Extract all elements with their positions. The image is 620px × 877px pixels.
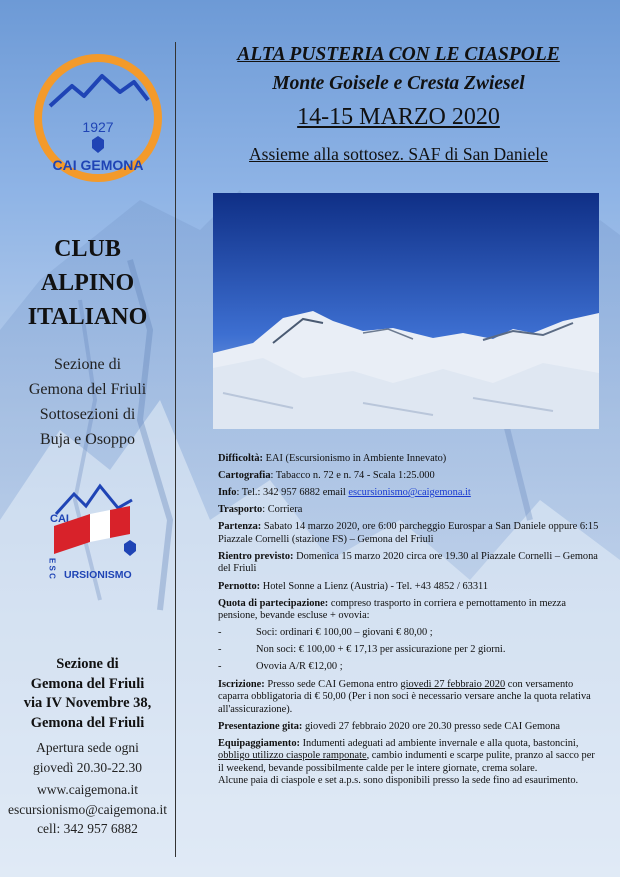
- info-email-link[interactable]: escursionismo@caigemona.it: [348, 487, 471, 499]
- difficolta-value: EAI (Escursionismo in Ambiente Innevato): [263, 453, 447, 464]
- website-link[interactable]: www.caigemona.it: [36, 782, 139, 797]
- rientro-value: Domenica 15 marzo 2020 circa ore 19.30 al Piazzale Cornelli – Gemona del Friuli: [218, 550, 598, 575]
- event-title: ALTA PUSTERIA CON LE CIASPOLE: [237, 44, 560, 65]
- trip-details: [218, 453, 603, 792]
- equipaggiamento-value-cont: , cambio indumenti e scarpe pulite, pranzo al sacco per il weekend, bevande possibilmente calde per le intere giornate, crema solare.: [218, 750, 595, 774]
- esc-logo-word: URSIONISMO: [64, 569, 132, 580]
- cell-number: cell: 342 957 6882: [37, 821, 138, 836]
- cartografia-value: : Tabacco n. 72 e n. 74 - Scala 1:25.000: [270, 470, 435, 482]
- opening-line: Apertura sede ogni: [36, 740, 139, 755]
- iscrizione-value-cont: con versamento caparra obbligatoria di € 50,00 (Per i non soci è necessario versare anche la quota relativa all'assicurazione).: [218, 678, 591, 715]
- cai-shield-icon: [92, 136, 104, 153]
- quota-dash: -: [218, 661, 222, 673]
- club-sub-line: Gemona del Friuli: [28, 381, 147, 398]
- email-link[interactable]: escursionismo@caigemona.it: [7, 801, 168, 817]
- quota-item: [218, 644, 603, 657]
- club-subtitle: [0, 352, 175, 452]
- pernotto-row: [218, 581, 603, 594]
- logo-year: 1927: [82, 119, 114, 135]
- quota-item-text: Soci: ordinari € 100,00 – giovani € 80,00 ;: [256, 627, 433, 639]
- quota-dash: -: [218, 627, 222, 639]
- cai-shield-icon: [124, 540, 136, 556]
- quota-item-text: Ovovia A/R €12,00 ;: [256, 661, 343, 673]
- quota-item: [218, 661, 603, 674]
- difficolta-row: [218, 453, 603, 466]
- esc-logo-letters: E S C: [47, 558, 57, 579]
- iscrizione-row: [218, 679, 603, 717]
- info-label: Info: [218, 487, 237, 499]
- presentazione-row: [218, 721, 603, 734]
- club-title-line: ALPINO: [40, 270, 135, 296]
- rientro-label: Rientro previsto:: [218, 550, 294, 562]
- snow-mountain-photo: [213, 193, 599, 429]
- equipaggiamento-value: Indumenti adeguati ad ambiente invernale e alla quota, bastoncini,: [299, 737, 579, 749]
- partenza-value: Sabato 14 marzo 2020, ore 6:00 parcheggio Eurospar a San Daniele oppure 6:15 Piazzale Cornelli (stazione FS) – Gemona del Friuli: [218, 521, 599, 545]
- club-sub-line: Sezione di: [53, 356, 122, 373]
- cai-escursionismo-logo: [44, 480, 144, 580]
- club-address: [0, 655, 175, 733]
- partenza-label: Partenza:: [218, 521, 262, 533]
- event-partner: Assieme alla sottosez. SAF di San Daniele: [249, 144, 548, 164]
- rientro-row: [218, 551, 603, 576]
- equipaggiamento-label: Equipaggiamento:: [218, 737, 300, 749]
- quota-item-text: Non soci: € 100,00 + € 17,13 per assicurazione per 2 giorni.: [256, 644, 506, 656]
- presentazione-label: Presentazione gita:: [218, 720, 303, 732]
- partenza-row: [218, 521, 603, 546]
- equipaggiamento-row: [218, 738, 603, 776]
- club-title-line: ITALIANO: [27, 304, 148, 330]
- club-title: [0, 232, 175, 334]
- info-row: [218, 487, 603, 500]
- logo-name: CAI GEMONA: [52, 157, 144, 173]
- trasporto-label: Trasporto: [218, 504, 263, 516]
- opening-line: giovedì 20.30-22.30: [32, 759, 143, 775]
- address-line: Gemona del Friuli: [30, 675, 145, 692]
- iscrizione-label: Iscrizione:: [218, 678, 265, 690]
- presentazione-value: giovedì 27 febbraio 2020 ore 20.30 presso sede CAI Gemona: [302, 720, 561, 732]
- quota-dash: -: [218, 644, 222, 656]
- trasporto-row: [218, 504, 603, 517]
- contacts: [0, 780, 175, 839]
- club-sub-line: Buja e Osoppo: [39, 431, 136, 448]
- quota-row: [218, 598, 603, 623]
- event-subtitle: Monte Goisele e Cresta Zwiesel: [272, 73, 525, 94]
- equipment-note: Alcune paia di ciaspole e set a.p.s. sono disponibili presso la sede fino ad esaurimento.: [218, 775, 579, 787]
- address-line: via IV Novembre 38,: [23, 695, 152, 711]
- iscrizione-deadline: giovedì 27 febbraio 2020: [400, 678, 506, 690]
- address-line: Gemona del Friuli: [30, 714, 145, 731]
- opening-hours: [0, 738, 175, 777]
- esc-logo-cai: CAI: [50, 513, 69, 525]
- cartografia-label: Cartografia: [218, 470, 271, 482]
- club-sub-line: Sottosezioni di: [39, 406, 136, 423]
- quota-item: [218, 627, 603, 640]
- trasporto-value: : Corriera: [262, 504, 303, 516]
- club-title-line: CLUB: [54, 236, 121, 262]
- column-divider: [175, 42, 176, 857]
- cai-gemona-logo: [26, 48, 171, 188]
- equipaggiamento-required: obbligo utilizzo ciaspole ramponate: [218, 750, 367, 762]
- iscrizione-value: Presso sede CAI Gemona entro: [264, 678, 401, 690]
- address-line: Sezione di: [56, 656, 119, 672]
- event-dates: 14-15 MARZO 2020: [297, 104, 500, 130]
- cartografia-row: [218, 470, 603, 483]
- pernotto-value: Hotel Sonne a Lienz (Austria) - Tel. +43 4852 / 63311: [260, 580, 489, 592]
- quota-value: compreso trasporto in corriera e pernottamento in mezza pensione, bevande escluse + ovovia:: [218, 597, 566, 622]
- quota-label: Quota di partecipazione:: [218, 597, 329, 609]
- info-value: : Tel.: 342 957 6882 email: [236, 487, 349, 499]
- difficolta-label: Difficoltà:: [218, 453, 264, 464]
- pernotto-label: Pernotto:: [218, 580, 261, 592]
